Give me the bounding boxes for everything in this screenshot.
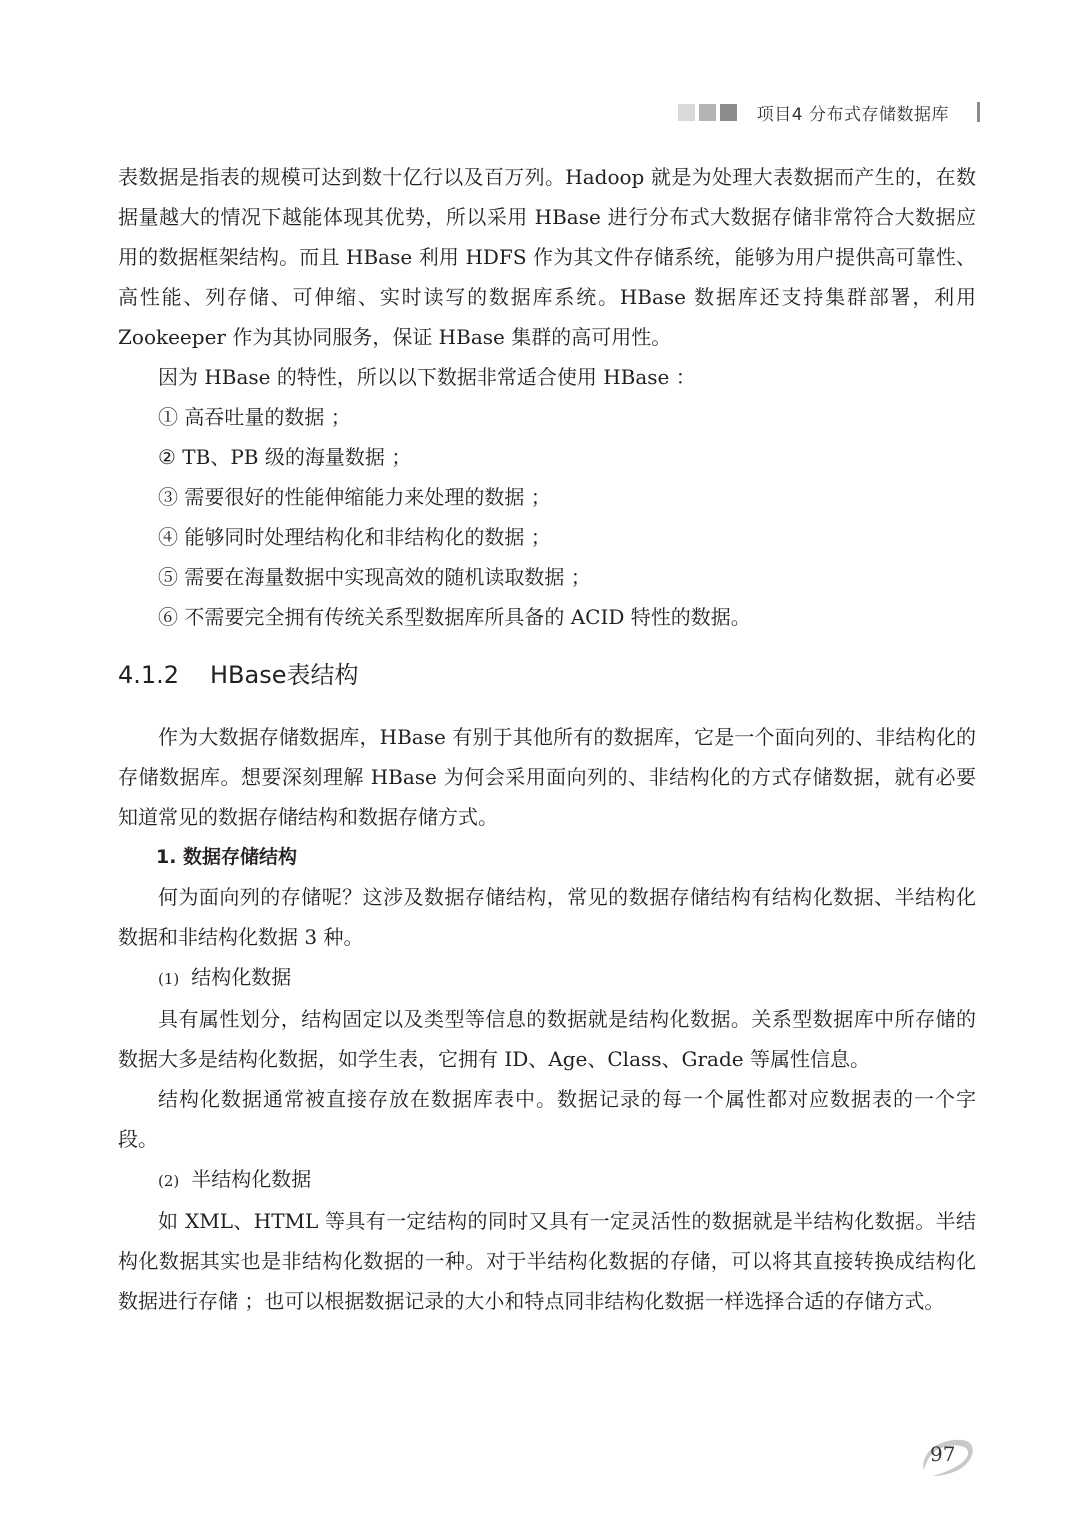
paragraph-2: 因为 HBase 的特性，所以以下数据非常适合使用 HBase ： [158,365,696,389]
header-title: 项目4 分布式存储数据库 [756,104,949,125]
list-item: ⑥ 不需要完全拥有传统关系型数据库所具备的 ACID 特性的数据。 [158,605,751,629]
list-item: ③ 需要很好的性能伸缩能力来处理的数据 ； [158,485,551,509]
paragraph-1: 表数据是指表的规模可达到数十亿行以及百万列。Hadoop 就是为处理大表数据而产生的，在数据量越大的情况下越能体现其优势，所以采用 HBase 进行分布式大数据存储非常符合大数据应用的数据框架结构。而且 HBase 利用 HDFS 作为其文件存储系统，能够为用户提供高可靠性、高性能、列存储、可伸缩、实时读写的数据库系统。HBase 数据库还支持集群部署，利用 Zookeeper 作为其协同服务，保证 HBase 集群的高可用性。 [118,165,976,349]
section-number: 4.1.2 [118,661,180,689]
header-bar [977,102,980,122]
paragraph-3: 作为大数据存储数据库，HBase 有别于其他所有的数据库，它是一个面向列的、非结构化的存储数据库。想要深刻理解 HBase 为何会采用面向列的、非结构化的方式存储数据，就有必要知道常见的数据存储结构和数据存储方式。 [118,725,976,829]
header-decoration [678,104,737,121]
page-number: 97 [930,1442,956,1466]
paragraph-4: 何为面向列的存储呢？这涉及数据存储结构，常见的数据存储结构有结构化数据、半结构化数据和非结构化数据 3 种。 [118,885,976,949]
paragraph-7: 如 XML、HTML 等具有一定结构的同时又具有一定灵活性的数据就是半结构化数据。半结构化数据其实也是非结构化数据的一种。对于半结构化数据的存储，可以将其直接转换成结构化数据进行存储 ；也可以根据数据记录的大小和特点同非结构化数据一样选择合适的存储方式。 [118,1209,976,1313]
paragraph-5: 具有属性划分，结构固定以及类型等信息的数据就是结构化数据。关系型数据库中所存储的数据大多是结构化数据，如学生表，它拥有 ID、Age、Class、Grade 等属性信息。 [118,1007,976,1071]
square-mid [699,104,716,121]
square-light [678,104,695,121]
feature-list [118,397,976,637]
running-header [678,96,980,128]
list-item: ④ 能够同时处理结构化和非结构化的数据 ； [158,525,551,549]
list-item: ① 高吞吐量的数据 ； [158,405,351,429]
paragraph-6: 结构化数据通常被直接存放在数据库表中。数据记录的每一个属性都对应数据表的一个字段。 [118,1087,976,1151]
section-heading [118,655,976,695]
subsection-heading: 1. 数据存储结构 [156,846,298,868]
page-body [118,157,976,1321]
section-title: HBase表结构 [210,661,359,689]
list-item: ⑤ 需要在海量数据中实现高效的随机读取数据 ； [158,565,591,589]
square-dark [720,104,737,121]
item-label: 半结构化数据 [191,1167,312,1191]
item-heading-2 [118,1159,976,1201]
item-number: (2) [158,1172,180,1190]
item-number: (1) [158,970,180,988]
list-item: ② TB、PB 级的海量数据 ； [158,445,412,469]
page-number-badge [918,1432,978,1482]
item-heading-1 [118,957,976,999]
item-label: 结构化数据 [191,965,292,989]
